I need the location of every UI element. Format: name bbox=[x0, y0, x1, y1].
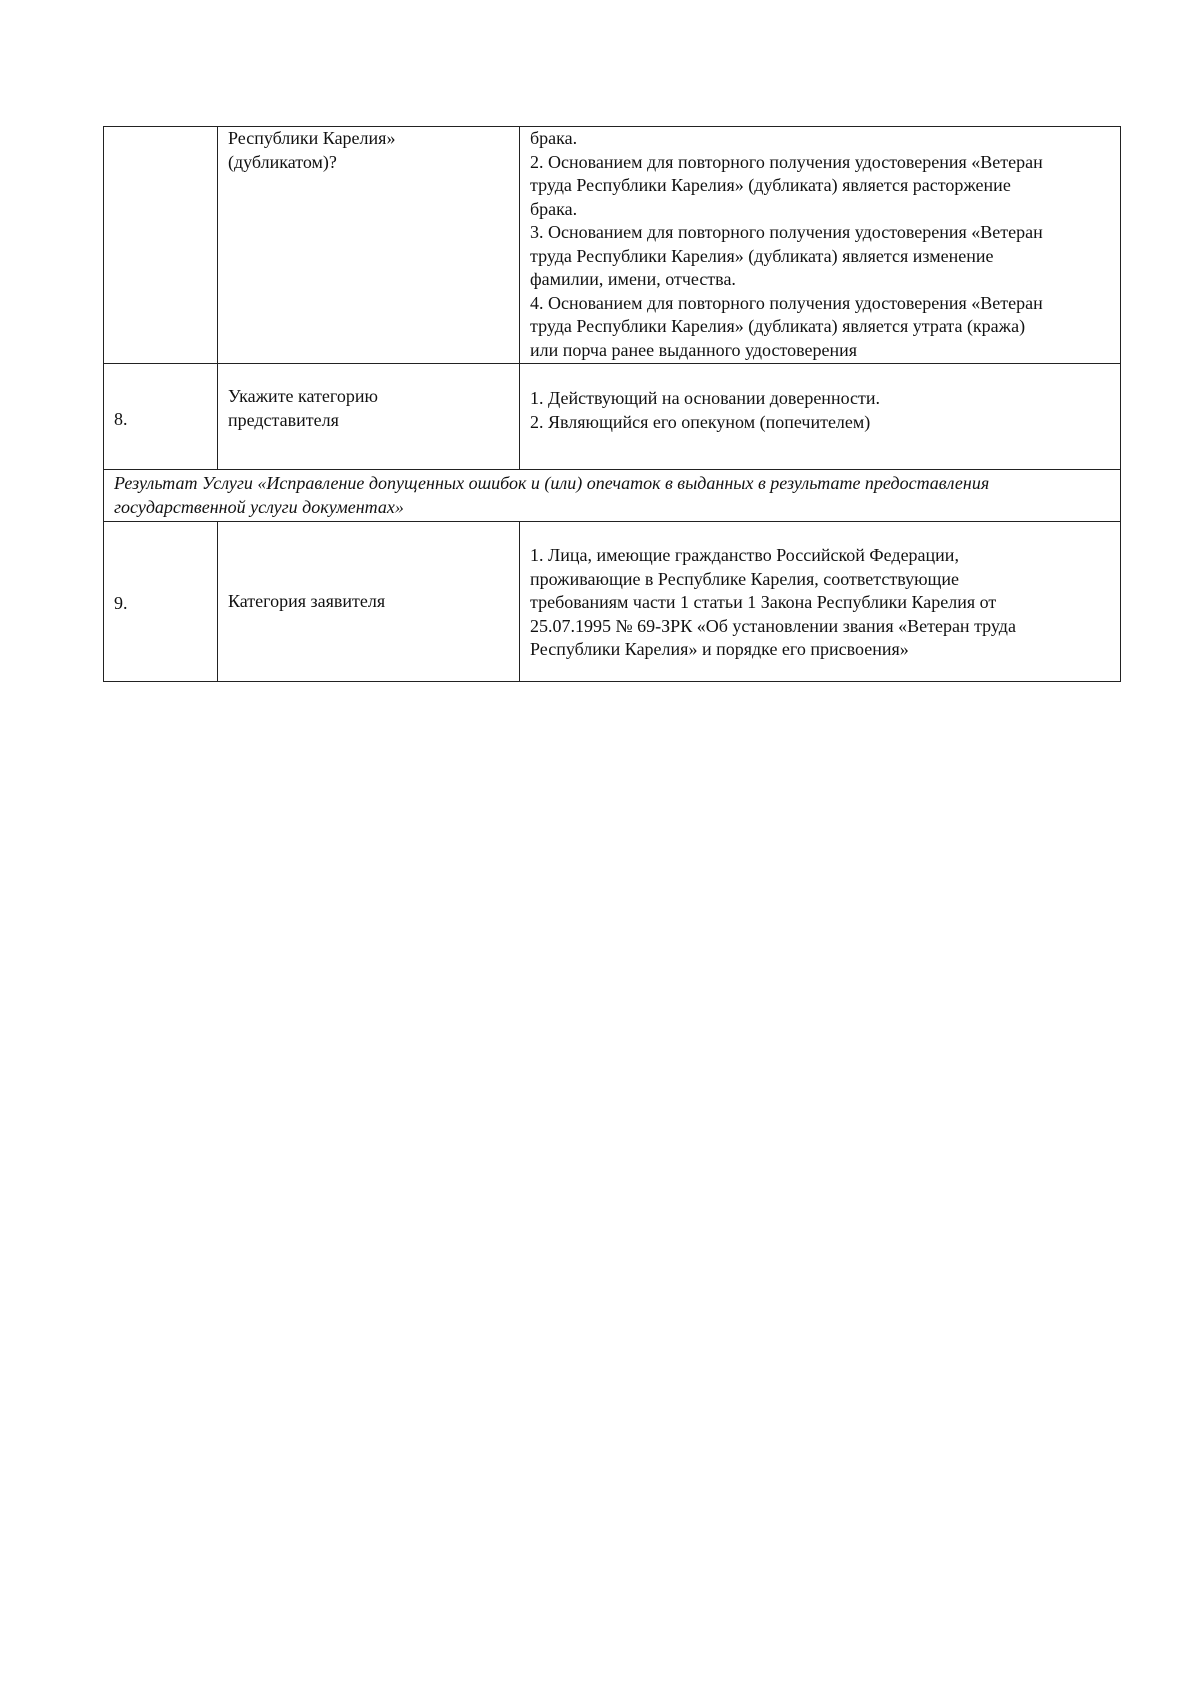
row-number: 8. bbox=[114, 409, 128, 430]
question-line: Республики Карелия» bbox=[228, 128, 396, 148]
answer-cell bbox=[520, 127, 1121, 364]
criteria-table bbox=[103, 126, 1121, 682]
row-number: 9. bbox=[114, 593, 128, 614]
table-row-8 bbox=[104, 364, 1121, 470]
answer-line: 2. Основанием для повторного получения удостоверения «Ветеран bbox=[530, 151, 1043, 172]
answer-line: фамилии, имени, отчества. bbox=[530, 269, 736, 289]
question-line: (дубликатом)? bbox=[228, 151, 337, 172]
table-row-result-heading bbox=[104, 470, 1121, 522]
answer-line: труда Республики Карелия» (дубликата) является расторжение bbox=[530, 175, 1011, 195]
answer-line: 4. Основанием для повторного получения удостоверения «Ветеран bbox=[530, 292, 1043, 313]
row-number-cell bbox=[104, 522, 218, 682]
table-row-continuation bbox=[104, 127, 1121, 364]
answer-line: или порча ранее выданного удостоверения bbox=[530, 339, 858, 360]
answer-line: 1. Действующий на основании доверенности. bbox=[530, 388, 881, 408]
table-row-9 bbox=[104, 522, 1121, 682]
result-heading-line: Результат Услуги «Исправление допущенных ошибок и (или) опечаток в выданных в результате предоставления bbox=[114, 473, 990, 493]
answer-cell bbox=[520, 522, 1121, 682]
question-line: Укажите категорию bbox=[228, 386, 378, 406]
question-line: Категория заявителя bbox=[228, 590, 386, 611]
answer-line: 2. Являющийся его опекуном (попечителем) bbox=[530, 411, 871, 432]
answer-line: труда Республики Карелия» (дубликата) является изменение bbox=[530, 245, 994, 266]
answer-line: требованиям части 1 статьи 1 Закона Республики Карелия от bbox=[530, 592, 997, 612]
answer-line: 3. Основанием для повторного получения удостоверения «Ветеран bbox=[530, 222, 1043, 242]
question-cell bbox=[218, 522, 520, 682]
answer-line: труда Республики Карелия» (дубликата) является утрата (кража) bbox=[530, 316, 1026, 336]
result-heading-line: государственной услуги документах» bbox=[114, 496, 404, 517]
result-heading-cell bbox=[104, 470, 1121, 522]
row-number-cell bbox=[104, 127, 218, 364]
answer-line: Республики Карелия» и порядке его присвоения» bbox=[530, 639, 909, 659]
question-line: представителя bbox=[228, 409, 339, 430]
answer-line: брака. bbox=[530, 128, 578, 148]
answer-line: проживающие в Республике Карелия, соответствующие bbox=[530, 568, 960, 589]
question-cell bbox=[218, 127, 520, 364]
answer-line: 25.07.1995 № 69-ЗРК «Об установлении звания «Ветеран труда bbox=[530, 615, 1016, 636]
answer-cell bbox=[520, 364, 1121, 470]
row-number-cell bbox=[104, 364, 218, 470]
answer-line: брака. bbox=[530, 198, 578, 219]
question-cell bbox=[218, 364, 520, 470]
answer-line: 1. Лица, имеющие гражданство Российской Федерации, bbox=[530, 545, 959, 565]
